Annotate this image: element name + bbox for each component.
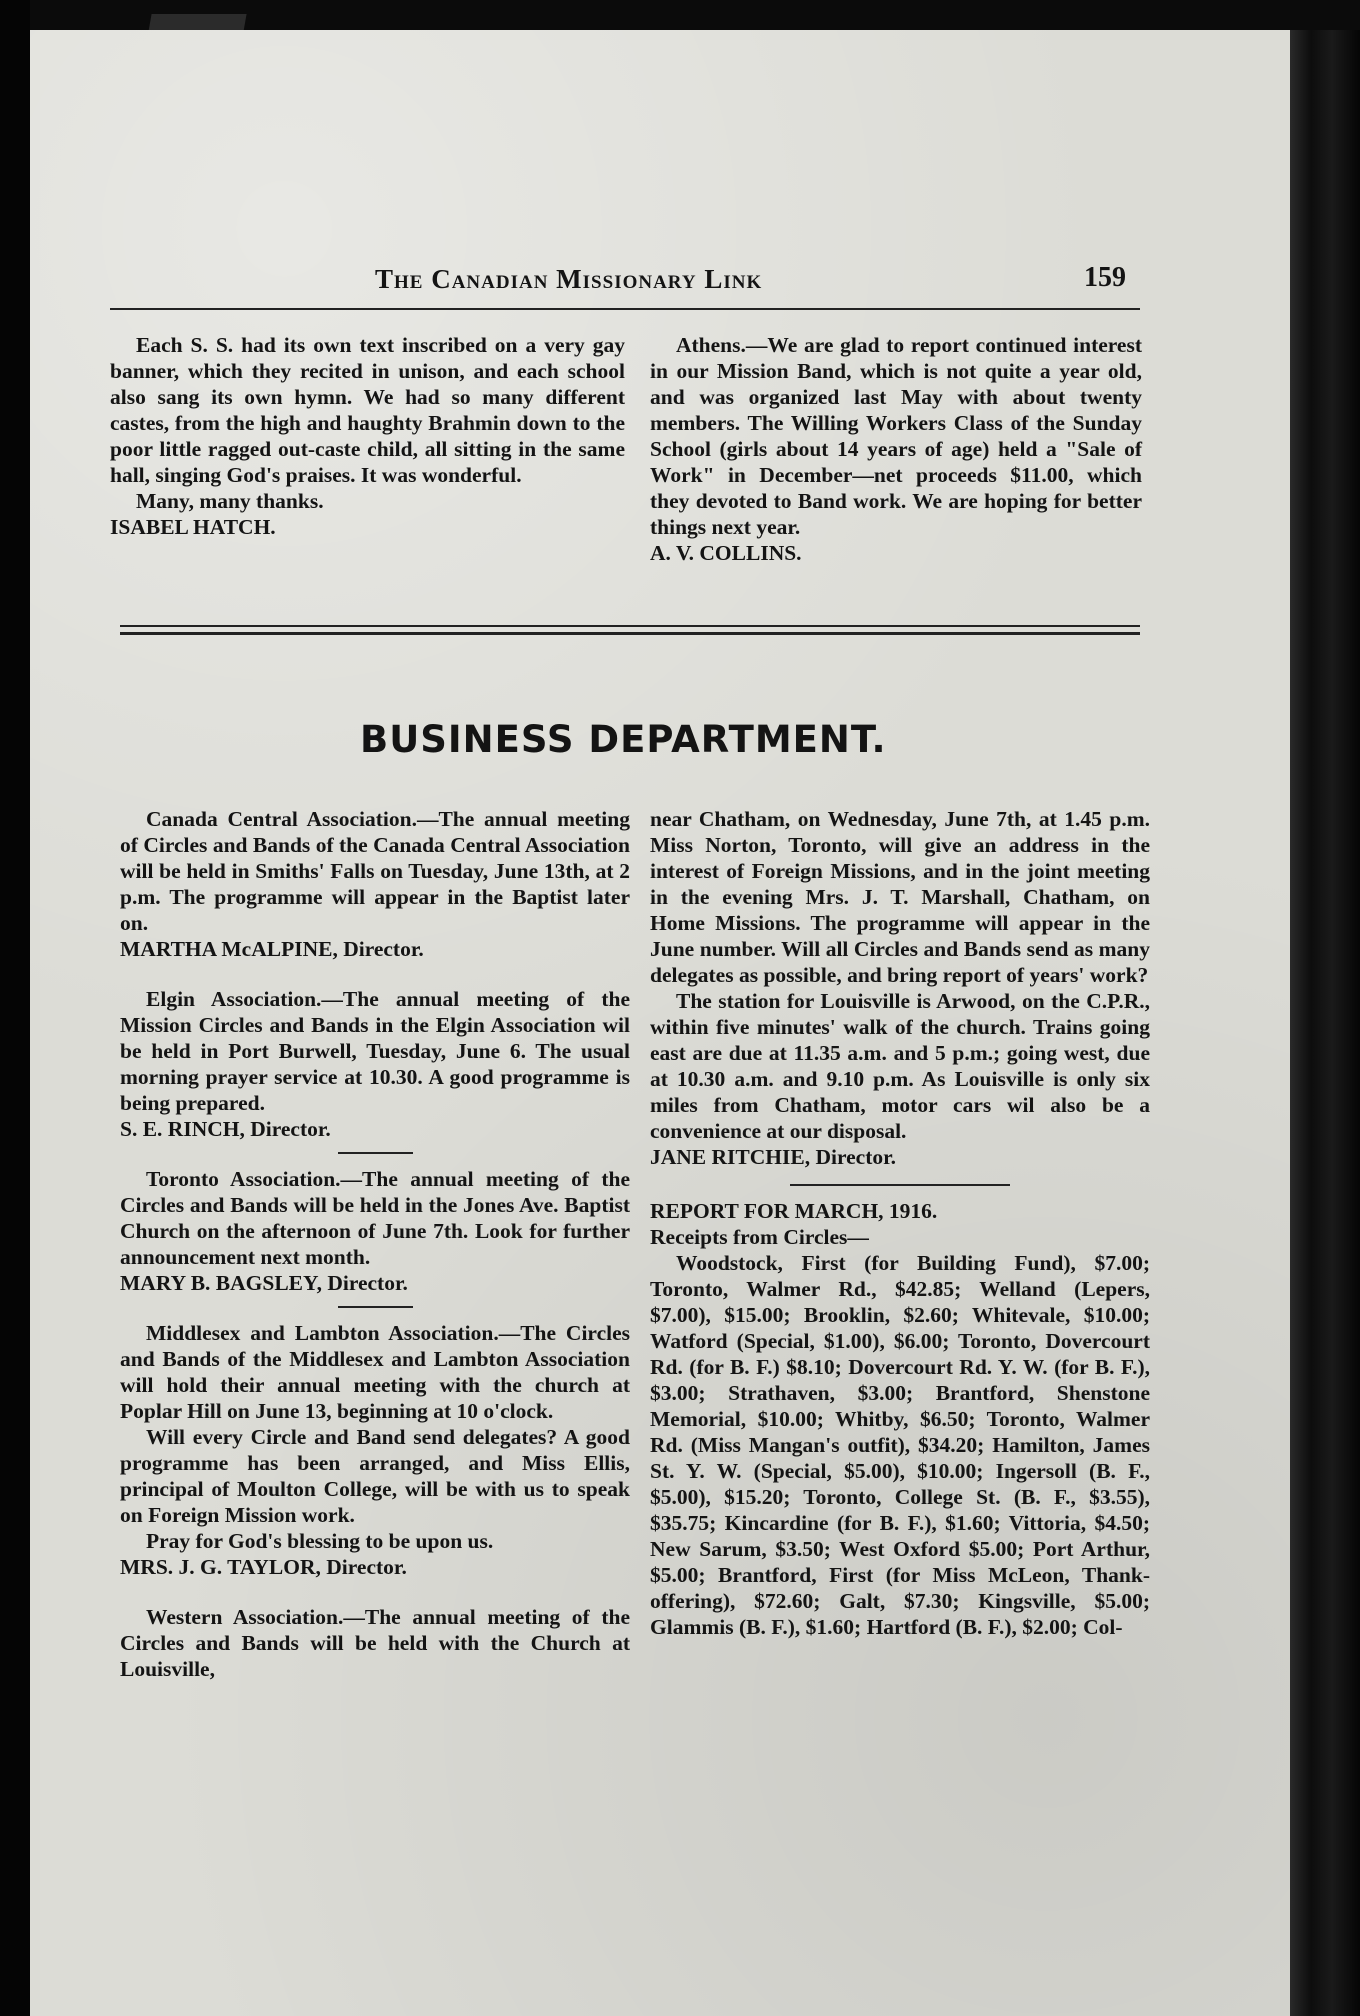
middlesex-prayer: Pray for God's blessing to be upon us. — [146, 1529, 494, 1553]
receipts-list: Woodstock, First (for Building Fund), $7.00; Toronto, Walmer Rd., $42.85; Welland (Lepers, $7.00), $15.00; Brooklin, $2.60; Whitevale, $10.00; Watford (Special, $1.00), $6.00; Toronto, Dovercourt Rd. (for B. F.) $8.10; Dovercourt Rd. Y. W. (for B. F.), $3.00; Strathaven, $3.00; Brantford, Shenstone Memorial, $10.00; Whitby, $6.50; Toronto, Walmer Rd. (Miss Mangan's outfit), $34.20; Hamilton, James St. Y. W. (Special, $5.00), $10.00; Ingersoll (B. F., $5.00), $15.20; Toronto, College St. (B. F., $3.55), $35.75; Kincardine (for B. F.), $1.60; Vittoria, $4.50; New Sarum, $3.50; West Oxford $5.00; Port Arthur, $5.00; Brantford, First (for Miss McLeon, Thank-offering), $72.60; Galt, $7.30; Kingsville, $5.00; Glammis (B. F.), $1.60; Hartford (B. F.), $2.00; Col- — [650, 1251, 1150, 1639]
separator-rule — [790, 1184, 1010, 1186]
toronto-notice: Toronto Association.—The annual meeting of the Circles and Bands will be held in the Jones Ave. Baptist Church on the afternoon of June 7th. Look for further announcement next month. — [120, 1167, 630, 1269]
western-notice-continued: near Chatham, on Wednesday, June 7th, at 1.45 p.m. Miss Norton, Toronto, will give an address in the interest of Foreign Missions, and in the joint meeting in the evening Mrs. J. T. Marshall, Chatham, on Home Missions. The programme will appear in the June number. Will all Circles and Bands send as many delegates as possible, and bring report of years' work? — [650, 807, 1150, 987]
letter-signature: ISABEL HATCH. — [110, 515, 276, 539]
athens-signature: A. V. COLLINS. — [650, 541, 802, 565]
canada-central-notice: Canada Central Association.—The annual meeting of Circles and Bands of the Canada Central Association will be held in Smiths' Falls on Tuesday, June 13th, at 2 p.m. The programme will appear in the Baptist later on. — [120, 807, 630, 935]
louisville-station-notice: The station for Louisville is Arwood, on the C.P.R., within five minutes' walk of the church. Trains going east are due at 11.35 a.m. and 5 p.m.; going west, due at 10.30 a.m. and 9.10 p.m. As Louisville is only six miles from Chatham, motor cars wil also be a convenience at our disposal. — [650, 989, 1150, 1143]
section-double-rule-top — [120, 625, 1140, 627]
running-title: The Canadian Missionary Link — [375, 264, 763, 294]
business-column-left — [120, 806, 630, 1682]
athens-paragraph: Athens.—We are glad to report continued interest in our Mission Band, which is not quite a year old, and was organized last May with about twenty members. The Willing Workers Class of the Sunday School (girls about 14 years of age) held a "Sale of Work" in December—net proceeds $11.00, which they devoted to Band work. We are hoping for better things next year. — [650, 333, 1142, 539]
western-notice: Western Association.—The annual meeting of the Circles and Bands will be held with the Church at Louisville, — [120, 1605, 630, 1681]
toronto-signature: MARY B. BAGSLEY, Director. — [120, 1271, 408, 1295]
athens-column-right — [650, 332, 1142, 566]
magazine-page — [30, 30, 1302, 2016]
separator-rule — [338, 1306, 413, 1308]
western-signature: JANE RITCHIE, Director. — [650, 1145, 897, 1169]
middlesex-signature: MRS. J. G. TAYLOR, Director. — [120, 1555, 407, 1579]
elgin-notice: Elgin Association.—The annual meeting of the Mission Circles and Bands in the Elgin Association wil be held in Port Burwell, Tuesday, June 6. The usual morning prayer service at 10.30. A good programme is being prepared. — [120, 987, 630, 1115]
scan-right-edge — [1290, 30, 1360, 2016]
separator-rule — [338, 1152, 413, 1154]
canada-central-signature: MARTHA McALPINE, Director. — [120, 937, 424, 961]
letter-column-left — [110, 332, 625, 540]
section-title: BUSINESS DEPARTMENT. — [360, 718, 887, 761]
page-number: 159 — [1084, 262, 1126, 293]
letter-paragraph: Each S. S. had its own text inscribed on a very gay banner, which they recited in unison, and each school also sang its own hymn. We had so many different castes, from the high and haughty Brahmin down to the poor little ragged out-caste child, all sitting in the same hall, singing God's praises. It was wonderful. — [110, 333, 625, 487]
letter-thanks: Many, many thanks. — [136, 489, 324, 513]
middlesex-delegates: Will every Circle and Band send delegates? A good programme has been arranged, and Miss Ellis, principal of Moulton College, will be with us to speak on Foreign Mission work. — [120, 1425, 630, 1527]
report-heading: REPORT FOR MARCH, 1916. — [650, 1199, 938, 1223]
scan-left-border — [0, 0, 30, 2016]
elgin-signature: S. E. RINCH, Director. — [120, 1117, 331, 1141]
section-double-rule-bottom — [120, 632, 1140, 635]
header-rule — [110, 308, 1140, 310]
middlesex-notice: Middlesex and Lambton Association.—The Circles and Bands of the Middlesex and Lambton Association will hold their annual meeting with the church at Poplar Hill on June 13, beginning at 10 o'clock. — [120, 1321, 630, 1423]
business-column-right — [650, 806, 1150, 1640]
receipts-label: Receipts from Circles— — [650, 1225, 869, 1249]
